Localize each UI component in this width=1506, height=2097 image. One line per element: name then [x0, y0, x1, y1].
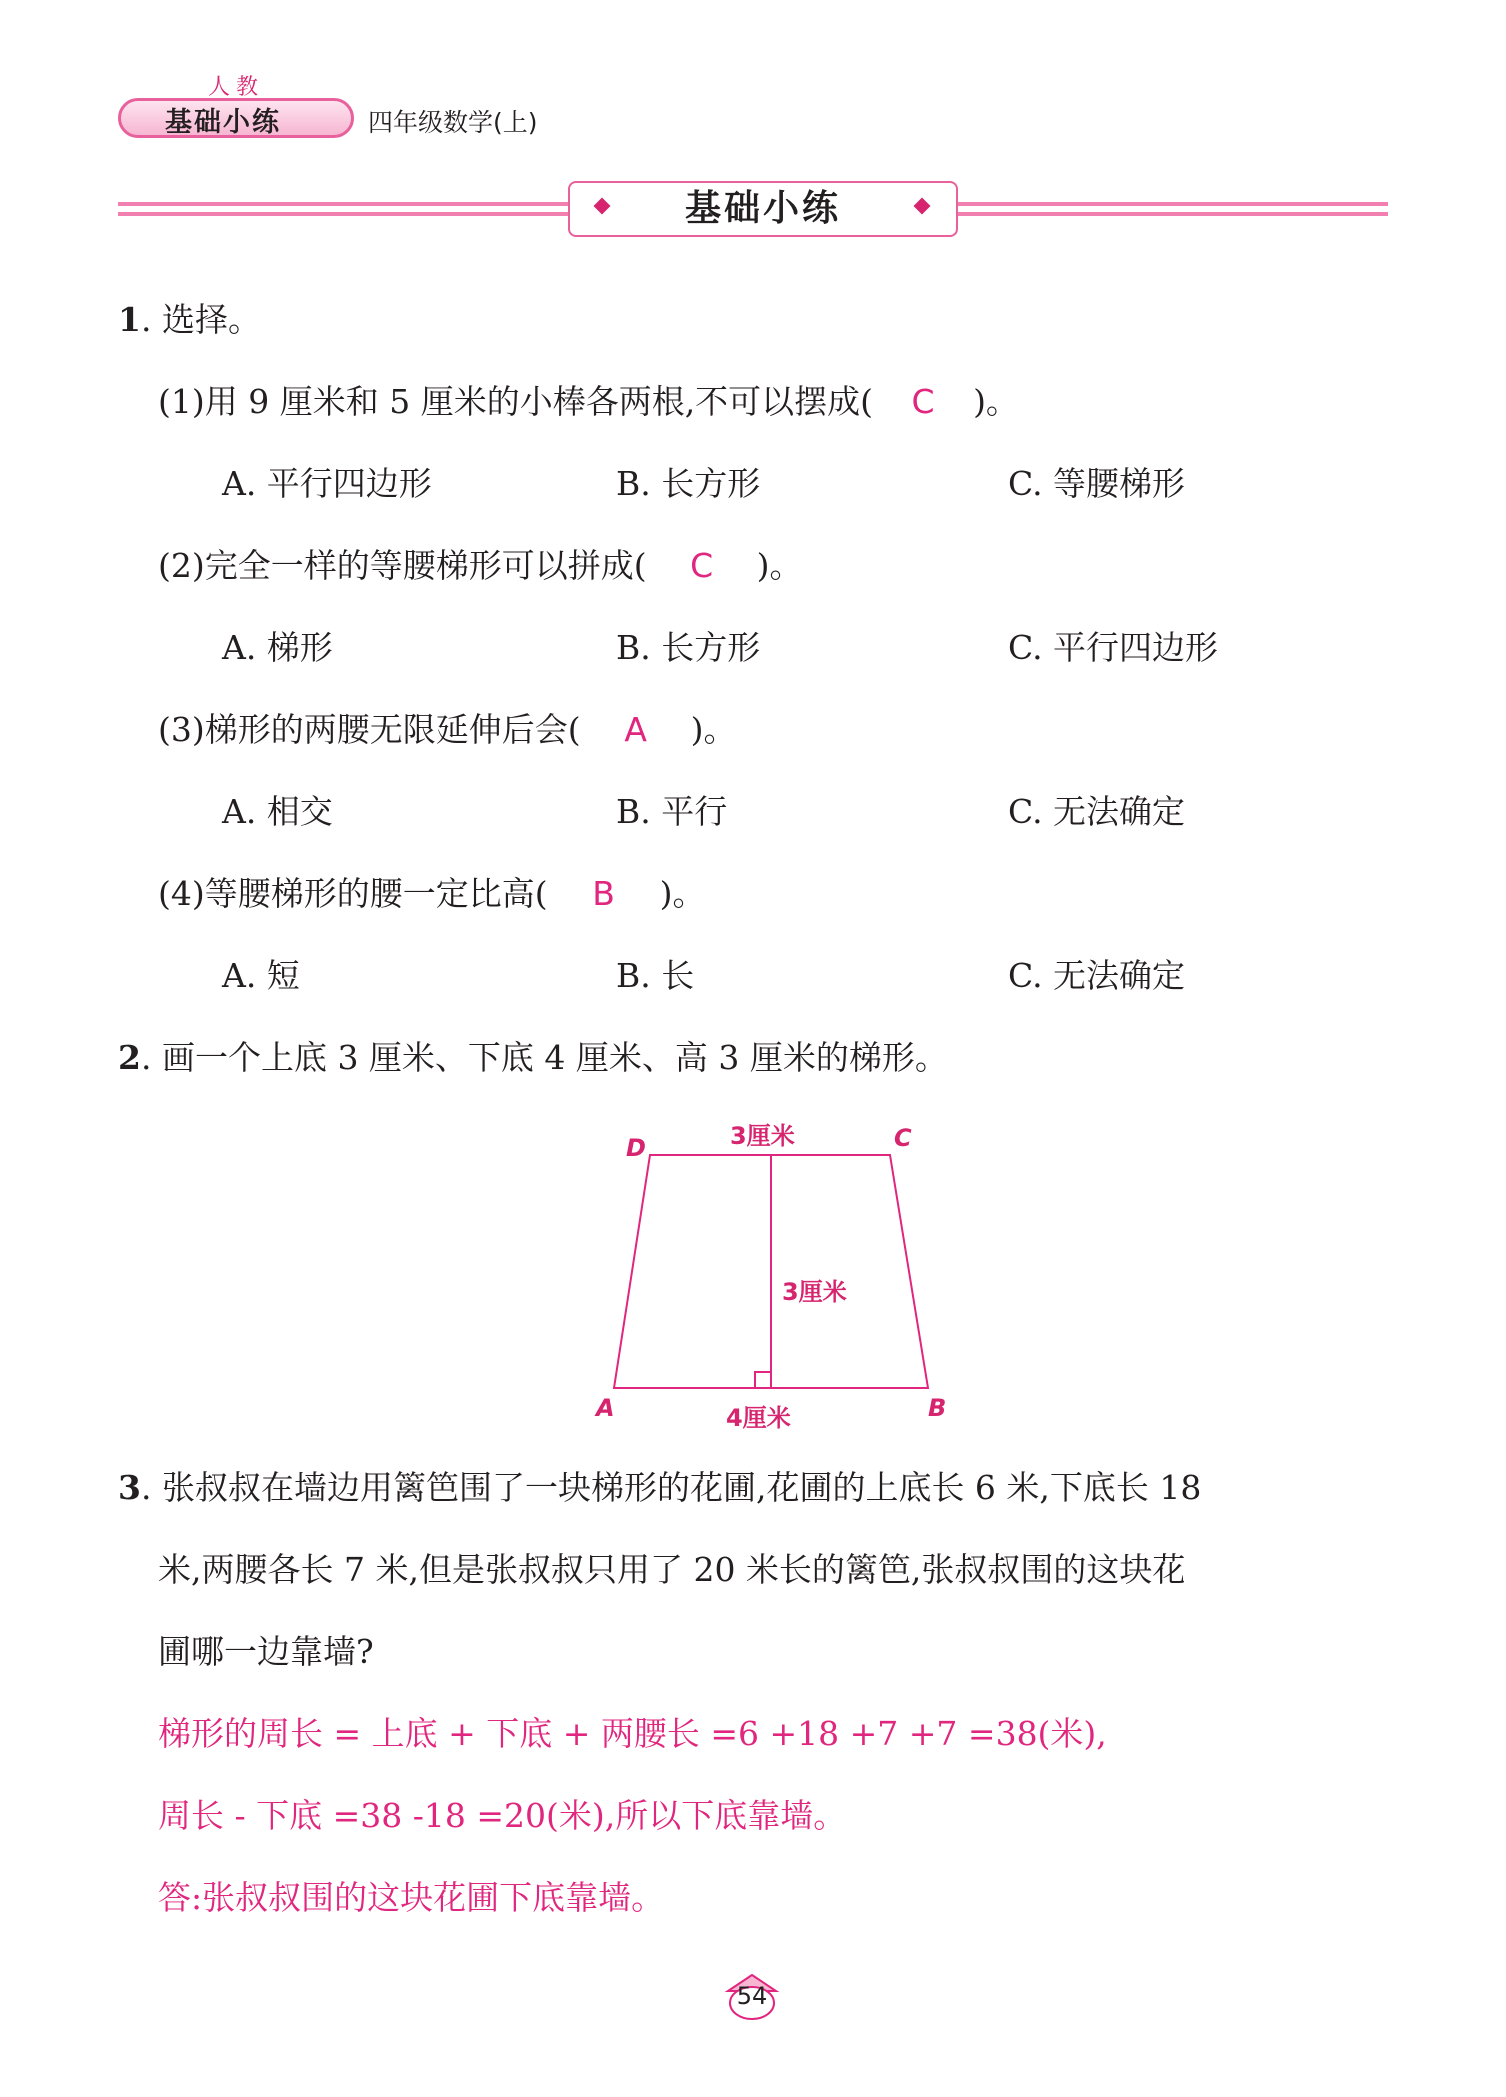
option-1-1-b: B. 长方形 — [616, 464, 761, 503]
option-1-2-b: B. 长方形 — [616, 628, 761, 667]
question-1-2-stem: (2)完全一样的等腰梯形可以拼成( C )。 — [158, 546, 803, 585]
publisher-tag: 人教 — [208, 75, 265, 100]
solution-line-1: 梯形的周长 = 上底 + 下底 + 两腰长 =6 +18 +7 +7 =38(米), — [158, 1714, 1107, 1753]
vertex-c-label: C — [894, 1124, 912, 1152]
option-1-1-a: A. 平行四边形 — [222, 464, 432, 503]
solution-line-3: 答:张叔叔围的这块花圃下底靠墙。 — [158, 1878, 665, 1917]
brand-name: 基础小练 — [165, 107, 281, 138]
answer-1-4: B — [592, 874, 615, 913]
option-1-4-c: C. 无法确定 — [1008, 956, 1186, 995]
vertex-b-label: B — [928, 1394, 947, 1422]
option-1-4-b: B. 长 — [616, 956, 695, 995]
answer-1-3: A — [624, 710, 647, 749]
vertex-d-label: D — [626, 1134, 646, 1162]
question-1-3-stem: (3)梯形的两腰无限延伸后会( A )。 — [158, 710, 737, 749]
answer-1-2: C — [690, 546, 714, 585]
answer-1-1: C — [911, 382, 935, 421]
option-1-3-b: B. 平行 — [616, 792, 728, 831]
question-3-line-3: 圃哪一边靠墙? — [158, 1632, 374, 1671]
question-3-line-2: 米,两腰各长 7 米,但是张叔叔只用了 20 米长的篱笆,张叔叔围的这块花 — [158, 1550, 1186, 1589]
question-1-title: 1. 选择。 — [118, 300, 261, 339]
top-base-label: 3厘米 — [730, 1122, 795, 1150]
question-1-1-stem: (1)用 9 厘米和 5 厘米的小棒各两根,不可以摆成( C )。 — [158, 382, 1019, 421]
option-1-2-c: C. 平行四边形 — [1008, 628, 1219, 667]
question-2-text: 2. 画一个上底 3 厘米、下底 4 厘米、高 3 厘米的梯形。 — [118, 1038, 948, 1077]
page-number: 54 — [736, 1982, 768, 2010]
option-1-4-a: A. 短 — [222, 956, 300, 995]
option-1-1-c: C. 等腰梯形 — [1008, 464, 1186, 503]
section-title: 基础小练 — [684, 188, 841, 229]
option-1-3-a: A. 相交 — [222, 792, 333, 831]
height-label: 3厘米 — [782, 1278, 847, 1306]
grade-label: 四年级数学(上) — [368, 108, 538, 137]
question-3-line-1: 3. 张叔叔在墙边用篱笆围了一块梯形的花圃,花圃的上底长 6 米,下底长 18 — [118, 1468, 1202, 1507]
bottom-base-label: 4厘米 — [726, 1404, 791, 1432]
question-1-4-stem: (4)等腰梯形的腰一定比高( B )。 — [158, 874, 706, 913]
vertex-a-label: A — [596, 1394, 615, 1422]
right-angle-mark — [755, 1372, 771, 1388]
option-1-3-c: C. 无法确定 — [1008, 792, 1186, 831]
solution-line-2: 周长 - 下底 =38 -18 =20(米),所以下底靠墙。 — [158, 1796, 847, 1835]
option-1-2-a: A. 梯形 — [222, 628, 333, 667]
